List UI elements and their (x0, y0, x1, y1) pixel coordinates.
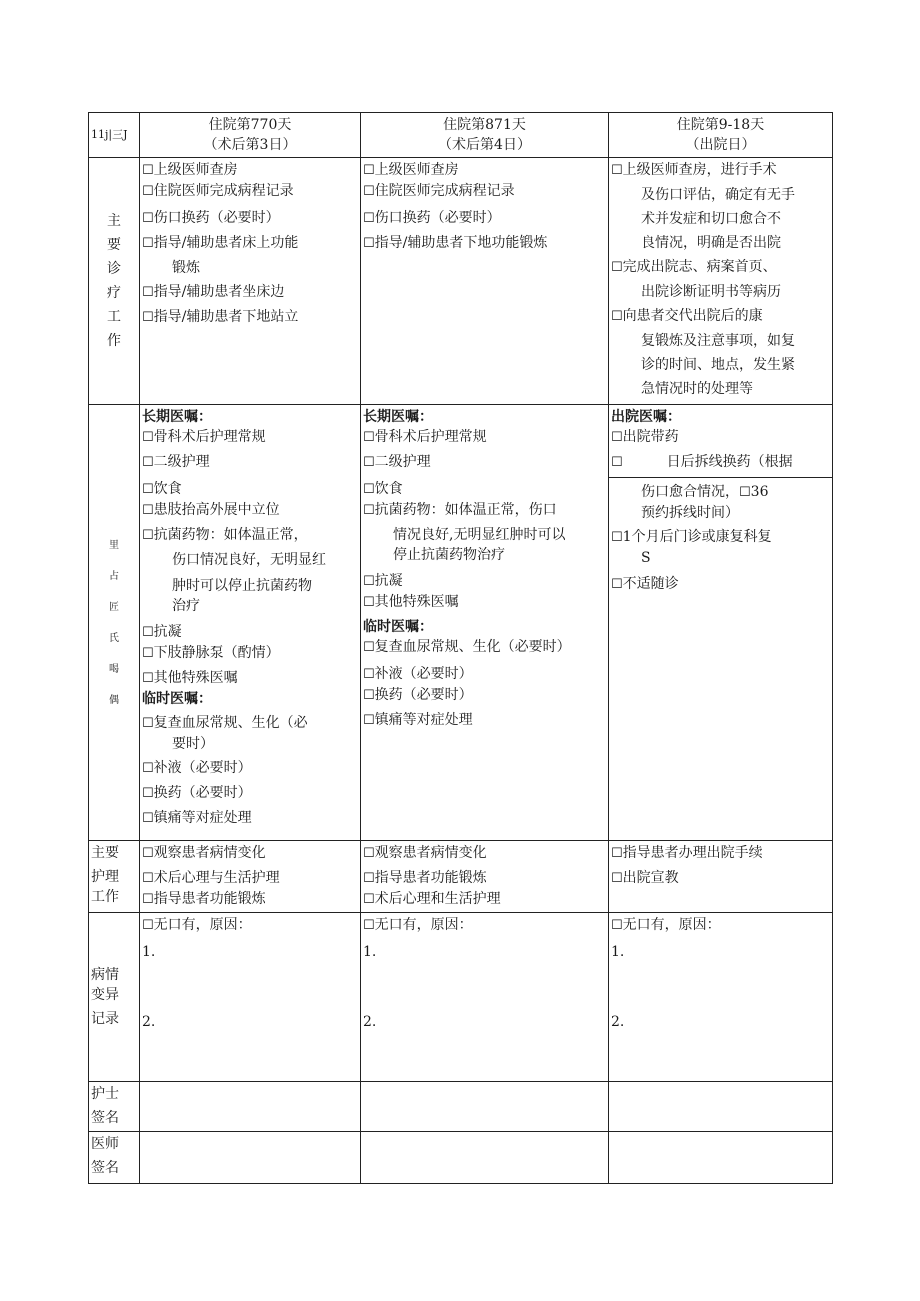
nursing-col2 (361, 841, 609, 913)
orders-label-char: 匠 (109, 601, 119, 613)
item-label: 镇痛等对症处理 (374, 712, 473, 728)
item-label: 住院医师完成病程记录 (374, 183, 515, 199)
item-label: 抗菌药物：如体温正常，伤口 (374, 502, 557, 518)
work-label-char: 工 (107, 309, 121, 325)
item-continuation: 预约拆线时间） (641, 505, 739, 521)
orders-col1 (140, 405, 361, 841)
nursing-row-label (89, 841, 140, 913)
item-label: 出院带药 (622, 429, 679, 445)
work-col1 (140, 158, 361, 405)
item-continuation (611, 482, 830, 503)
orders-label-char: 占 (109, 570, 119, 582)
long-term-orders-title: 长期医嘱： (142, 409, 212, 425)
item-continuation: 良情况，明确是否出院 (641, 235, 781, 251)
item-label: 抗菌药物：如体温正常， (153, 527, 308, 543)
item-label: 镇痛等对症处理 (153, 810, 252, 826)
item-label: 术后心理和生活护理 (374, 891, 501, 907)
header-row (89, 113, 833, 158)
checkbox-item[interactable] (363, 889, 606, 910)
nursing-label-line: 护理 (91, 869, 119, 885)
orders-label-char: 偶 (109, 694, 119, 706)
item-label: 伤口换药（必要时） (374, 210, 501, 226)
item-continuation: 停止抗菌药物治疗 (393, 547, 505, 563)
checkbox-item[interactable] (363, 500, 606, 521)
header-corner: 11j|三J (89, 113, 140, 158)
checkbox-item[interactable] (611, 843, 830, 864)
orders-label-char: 氏 (109, 632, 119, 644)
checkbox-item[interactable] (142, 783, 358, 804)
discharge-orders-title: 出院医嘱： (611, 409, 681, 425)
checkbox-item[interactable] (363, 685, 606, 706)
item-label: 其他特殊医嘱 (153, 670, 238, 686)
checkbox-item[interactable] (363, 843, 606, 864)
work-row-label (89, 158, 140, 405)
checkbox-item[interactable] (142, 160, 358, 181)
header-day-col1 (140, 113, 361, 158)
item-label: 指导患者功能锻炼 (374, 870, 487, 886)
item-label: 饮食 (153, 481, 182, 497)
item-label: 术后心理与生活护理 (153, 870, 280, 886)
checkbox-item[interactable] (142, 808, 358, 829)
clinical-pathway-table (88, 112, 833, 1184)
checkbox-item[interactable] (611, 257, 830, 278)
checkbox-item[interactable] (142, 668, 358, 689)
item-label: 1个月后门诊或康复科复 (622, 529, 772, 545)
checkbox-item[interactable] (363, 208, 606, 229)
item-label: 日后拆线换药（根据 (666, 454, 793, 470)
variance-col1 (140, 913, 361, 1082)
item-label: 二级护理 (374, 454, 431, 470)
checkbox-item[interactable] (142, 622, 358, 643)
variance-checkbox[interactable] (363, 915, 606, 936)
nurse-signature-col1[interactable] (140, 1082, 361, 1132)
item-continuation: 伤口情况良好，无明显红 (172, 552, 326, 568)
doctor-signature-col3[interactable] (609, 1132, 833, 1184)
work-label-char: 疗 (107, 285, 121, 301)
orders-label-char: 喝 (109, 663, 119, 675)
variance-col3 (609, 913, 833, 1082)
checkbox-item[interactable] (363, 479, 606, 500)
checkbox-item[interactable] (363, 571, 606, 592)
checkbox-item[interactable] (363, 181, 606, 202)
header-col1-line1: 住院第770天 (208, 117, 292, 133)
checkbox-item[interactable] (363, 427, 606, 448)
item-label: 上级医师查房 (153, 162, 238, 178)
item-label: 指导/辅助患者下地站立 (153, 309, 299, 325)
item-label: 指导/辅助患者床上功能 (153, 235, 299, 251)
item-label: 向患者交代出院后的康 (622, 308, 763, 324)
checkbox-item[interactable] (611, 527, 830, 548)
item-label: 抗凝 (153, 624, 182, 640)
checkbox-item[interactable] (142, 208, 358, 229)
work-label-char: 主 (107, 213, 121, 229)
item-label: 不适随诊 (622, 576, 679, 592)
variance-reason-1[interactable]: 1. (142, 944, 156, 960)
doctor-signature-row (89, 1132, 833, 1184)
nurse-signature-row (89, 1082, 833, 1132)
item-label: 其他特殊医嘱 (374, 594, 459, 610)
variance-reason-2[interactable]: 2. (142, 1014, 156, 1030)
work-row (89, 158, 833, 405)
variance-reason-1[interactable]: 1. (611, 944, 625, 960)
checkbox-item[interactable] (611, 574, 830, 595)
checkbox-item[interactable] (142, 282, 358, 303)
checkbox-item[interactable] (611, 452, 830, 473)
clinical-pathway-sheet (88, 112, 832, 1184)
work-col2 (361, 158, 609, 405)
item-label: 患肢抬高外展中立位 (153, 502, 280, 518)
nurse-signature-col2[interactable] (361, 1082, 609, 1132)
item-continuation: 情况良好,无明显红肿时可以 (393, 527, 566, 543)
checkbox-item[interactable] (142, 307, 358, 328)
nursing-col3 (609, 841, 833, 913)
work-col3 (609, 158, 833, 405)
item-continuation: 出院诊断证明书等病历 (641, 284, 781, 300)
checkbox-item[interactable] (142, 525, 358, 546)
checkbox-item[interactable] (611, 160, 830, 181)
doctor-signature-col1[interactable] (140, 1132, 361, 1184)
item-continuation: 诊的时间、地点，发生紧 (641, 357, 795, 373)
work-label-char: 作 (107, 333, 121, 349)
nurse-signature-col3[interactable] (609, 1082, 833, 1132)
checkbox-item[interactable] (142, 479, 358, 500)
orders-row-label (89, 405, 140, 841)
label-line: 护士 (91, 1086, 119, 1102)
checkbox-item[interactable] (142, 643, 358, 664)
variance-reason-2[interactable]: 2. (611, 1014, 625, 1030)
checkbox-item[interactable] (142, 758, 358, 779)
doctor-signature-label (89, 1132, 140, 1184)
nursing-row (89, 841, 833, 913)
item-label: 指导患者办理出院手续 (622, 845, 763, 861)
item-label: 指导患者功能锻炼 (153, 891, 266, 907)
checkbox-item[interactable] (611, 868, 830, 889)
header-day-col2 (361, 113, 609, 158)
nurse-signature-label (89, 1082, 140, 1132)
item-label: 出院宣教 (622, 870, 679, 886)
item-label: 完成出院志、病案首页、 (622, 259, 777, 275)
variance-label-line: 病情 (91, 967, 119, 983)
checkbox-item[interactable] (142, 500, 358, 521)
work-label-char: 诊 (107, 261, 121, 277)
label-line: 医师 (91, 1136, 119, 1152)
temporary-orders-title: 临时医嘱： (363, 619, 433, 635)
long-term-orders-title: 长期医嘱： (363, 409, 433, 425)
item-label: 复查血尿常规、生化（必要时） (374, 639, 571, 655)
checkbox-item[interactable] (142, 452, 358, 473)
variance-row (89, 913, 833, 1082)
item-label: 观察患者病情变化 (153, 845, 266, 861)
item-label: 上级医师查房，进行手术 (622, 162, 777, 178)
item-continuation: 治疗 (172, 598, 200, 614)
item-label: 无口有，原因： (153, 917, 252, 933)
item-continuation: S (641, 550, 651, 566)
item-label: 二级护理 (153, 454, 210, 470)
header-col3-line2: （出院日） (685, 137, 756, 153)
item-continuation: 术并发症和切口愈合不 (641, 211, 781, 227)
item-label: 补液（必要时） (153, 760, 252, 776)
item-label: 上级医师查房 (374, 162, 459, 178)
item-label: 观察患者病情变化 (374, 845, 487, 861)
label-line: 签名 (91, 1160, 119, 1176)
item-label: 无口有，原因： (374, 917, 473, 933)
item-label: 抗凝 (374, 573, 403, 589)
checkbox-item[interactable] (142, 843, 358, 864)
item-label: 伤口愈合情况， (641, 484, 739, 500)
discharge-orders-block (609, 407, 832, 478)
variance-label-line: 变异 (91, 987, 119, 1003)
nursing-col1 (140, 841, 361, 913)
orders-col2 (361, 405, 609, 841)
variance-checkbox[interactable] (142, 915, 358, 936)
item-label: 换药（必要时） (374, 687, 473, 703)
item-continuation: 复锻炼及注意事项，如复 (641, 333, 795, 349)
orders-label-char: 里 (109, 539, 119, 551)
item-label: 36 (750, 484, 769, 500)
item-label: 饮食 (374, 481, 403, 497)
checkbox-item[interactable] (363, 710, 606, 731)
item-label: 下肢静脉泵（酌情） (153, 645, 280, 661)
orders-row (89, 405, 833, 841)
temporary-orders-title: 临时医嘱： (142, 691, 212, 707)
checkbox-item[interactable] (142, 181, 358, 202)
item-label: 骨科术后护理常规 (153, 429, 266, 445)
variance-row-label (89, 913, 140, 1082)
header-col2-line1: 住院第871天 (443, 117, 526, 133)
checkbox-item[interactable] (142, 889, 358, 910)
header-col1-line2: （术后第3日） (203, 137, 297, 153)
doctor-signature-col2[interactable] (361, 1132, 609, 1184)
variance-reason-2[interactable]: 2. (363, 1014, 377, 1030)
checkbox-item[interactable] (363, 233, 606, 254)
item-continuation: 锻炼 (172, 260, 200, 276)
header-day-col3 (609, 113, 833, 158)
work-label-char: 要 (107, 237, 121, 253)
item-continuation: 要时） (172, 736, 214, 752)
header-col3-line1: 住院第9-18天 (676, 117, 765, 133)
checkbox-item[interactable] (363, 637, 606, 658)
nursing-label-line: 主要 (91, 845, 119, 861)
checkbox-item[interactable] (363, 160, 606, 181)
item-label: 指导/辅助患者下地功能锻炼 (374, 235, 548, 251)
item-label: 换药（必要时） (153, 785, 252, 801)
item-label: 指导/辅助患者坐床边 (153, 284, 285, 300)
checkbox-item[interactable] (611, 306, 830, 327)
checkbox-item[interactable] (611, 427, 830, 448)
item-label: 伤口换药（必要时） (153, 210, 280, 226)
checkbox-item[interactable] (363, 592, 606, 613)
checkbox-item[interactable] (142, 713, 358, 734)
checkbox-item[interactable] (142, 427, 358, 448)
item-label: 骨科术后护理常规 (374, 429, 487, 445)
variance-checkbox[interactable] (611, 915, 830, 936)
item-continuation: 急情况时的处理等 (641, 381, 753, 397)
orders-col3 (609, 405, 833, 841)
checkbox-item[interactable] (363, 868, 606, 889)
variance-label-line: 记录 (91, 1011, 119, 1027)
item-continuation: 肿时可以停止抗菌药物 (172, 578, 312, 594)
checkbox-item[interactable] (142, 233, 358, 254)
item-label: 无口有，原因： (622, 917, 721, 933)
checkbox[interactable] (739, 484, 751, 500)
checkbox-item[interactable] (142, 868, 358, 889)
item-label: 住院医师完成病程记录 (153, 183, 294, 199)
label-line: 签名 (91, 1110, 119, 1126)
item-label: 补液（必要时） (374, 666, 473, 682)
header-col2-line2: （术后第4日） (438, 137, 531, 153)
checkbox-item[interactable] (363, 452, 606, 473)
variance-reason-1[interactable]: 1. (363, 944, 377, 960)
checkbox-item[interactable] (363, 664, 606, 685)
item-continuation: 及伤口评估，确定有无手 (641, 187, 795, 203)
variance-col2 (361, 913, 609, 1082)
nursing-label-line: 工作 (91, 889, 119, 905)
item-label: 复查血尿常规、生化（必 (153, 715, 308, 731)
